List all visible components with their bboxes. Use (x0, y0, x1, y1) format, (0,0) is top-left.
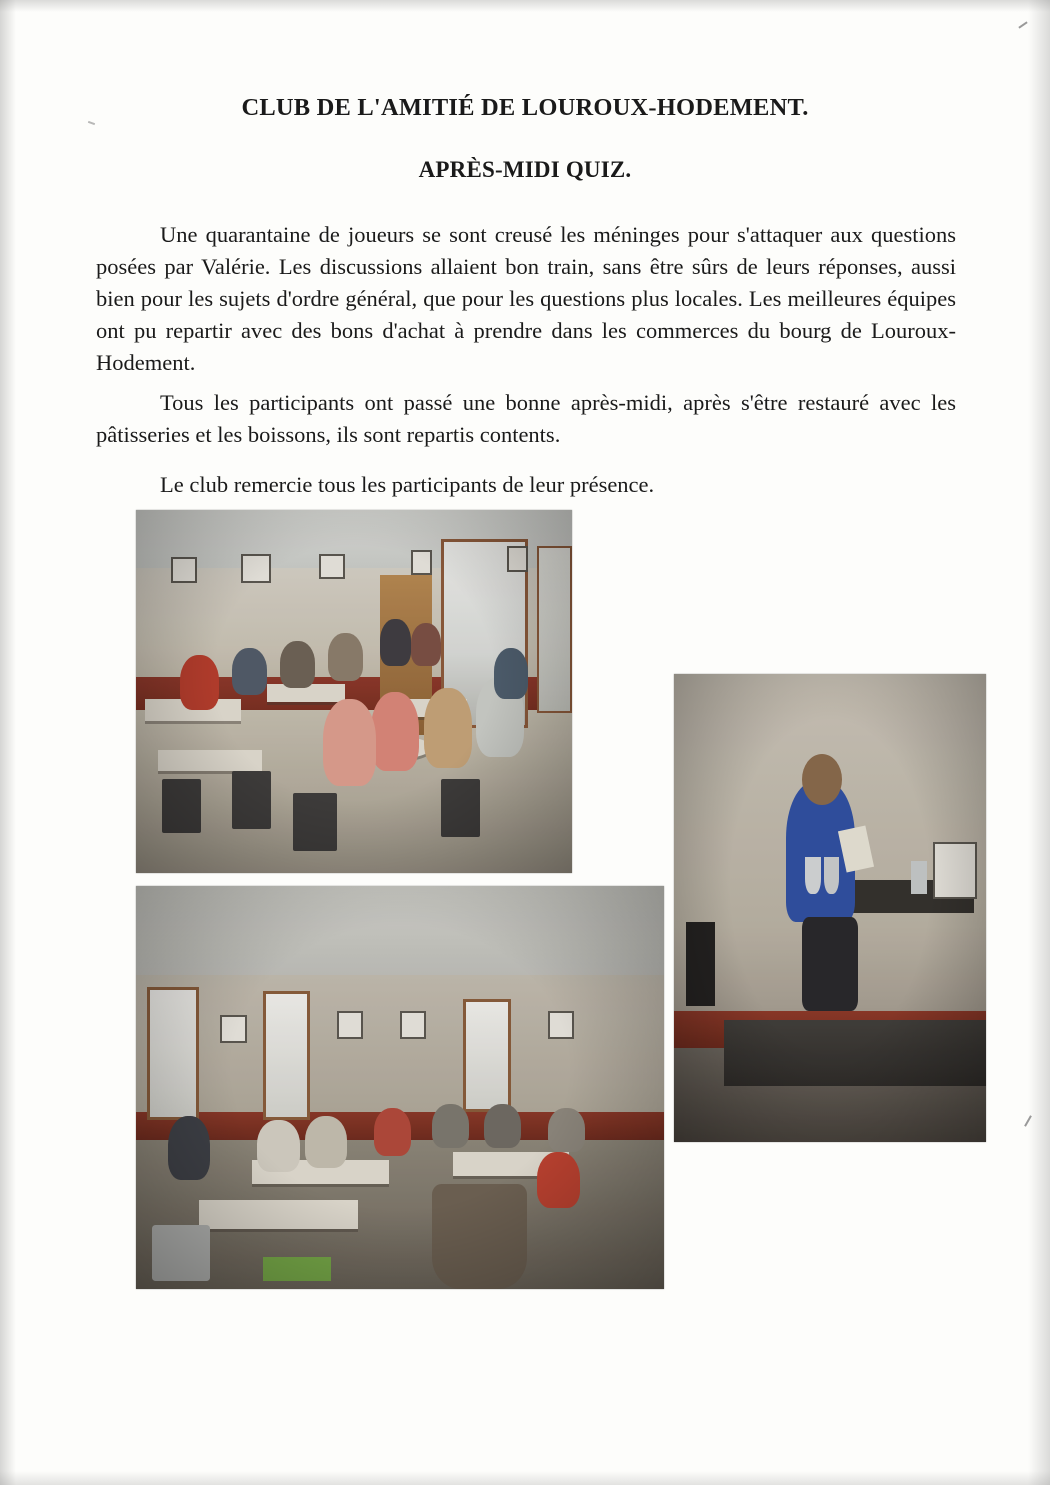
wall-picture-frame (548, 1011, 574, 1039)
wall-picture-frame (337, 1011, 363, 1039)
wall-picture-frame (933, 842, 977, 898)
photo-stage-platform (724, 1020, 986, 1086)
seated-participant (180, 655, 219, 709)
wall-picture-frame (411, 550, 433, 575)
seated-participant (257, 1120, 299, 1172)
wall-picture-frame (241, 554, 272, 583)
paragraph-thanks: Le club remercie tous les participants de leur présence. (160, 471, 655, 497)
chair (293, 793, 337, 851)
seated-participant (371, 692, 419, 772)
chair (162, 779, 201, 833)
green-placemat (263, 1257, 332, 1281)
wall-picture-frame (220, 1015, 246, 1043)
photo-ceiling (136, 886, 664, 975)
seated-participant (548, 1108, 585, 1152)
speaker-legs (802, 917, 858, 1011)
ice-bucket (152, 1225, 210, 1281)
paragraph-intro: Une quarantaine de joueurs se sont creusé les méninges pour s'attaquer aux questions posées par Valérie. Les discussions allaient bon train, sans être sûrs de leurs réponses, aussi bien pour les sujets d'ordre général, que pour les questions plus locales. Les meilleures équipes ont pu repartir avec des bons d'achat à prendre dans les commerces du bourg de Louroux-Hodement. (96, 221, 956, 375)
wine-glass (824, 857, 840, 894)
document-title: CLUB DE L'AMITIÉ DE LOUROUX-HODEMENT. (241, 94, 809, 122)
photo-window (463, 999, 511, 1112)
wall-picture-frame (507, 546, 529, 571)
chair (232, 771, 271, 829)
chair (441, 779, 480, 837)
wall-picture-frame (400, 1011, 426, 1039)
wall-picture-frame (171, 557, 197, 582)
standing-participant (168, 1116, 210, 1180)
standing-participant (411, 623, 442, 667)
loudspeaker (686, 922, 714, 1006)
seated-participant (328, 633, 363, 680)
water-glass (911, 861, 927, 894)
photo-quiz-tables (136, 510, 572, 873)
photo-speaker (674, 674, 986, 1142)
table (199, 1200, 357, 1228)
photo-window (147, 987, 200, 1120)
seated-participant (280, 641, 315, 688)
paragraph-participants: Tous les participants ont passé une bonne après-midi, après s'être restauré avec les pâtisseries et les boissons, ils sont repartis contents. (96, 389, 956, 447)
seated-participant (494, 648, 529, 699)
seated-participant (432, 1104, 469, 1148)
photo-wall (136, 975, 664, 1112)
seated-participant (424, 688, 472, 768)
wine-glass (805, 857, 821, 894)
standing-participant (380, 619, 411, 666)
seated-participant (232, 648, 267, 695)
photo-window (537, 546, 572, 713)
seated-participant (484, 1104, 521, 1148)
seated-participant (537, 1152, 579, 1208)
document-subtitle: APRÈS-MIDI QUIZ. (418, 157, 632, 183)
foreground-chair (432, 1184, 527, 1289)
seated-participant (374, 1108, 411, 1156)
seated-participant (323, 699, 375, 786)
table (158, 750, 263, 772)
speaker-head (802, 754, 843, 805)
photo-room-wide (136, 886, 664, 1289)
seated-participant (305, 1116, 347, 1168)
wall-picture-frame (319, 554, 345, 579)
photo-window (263, 991, 311, 1120)
